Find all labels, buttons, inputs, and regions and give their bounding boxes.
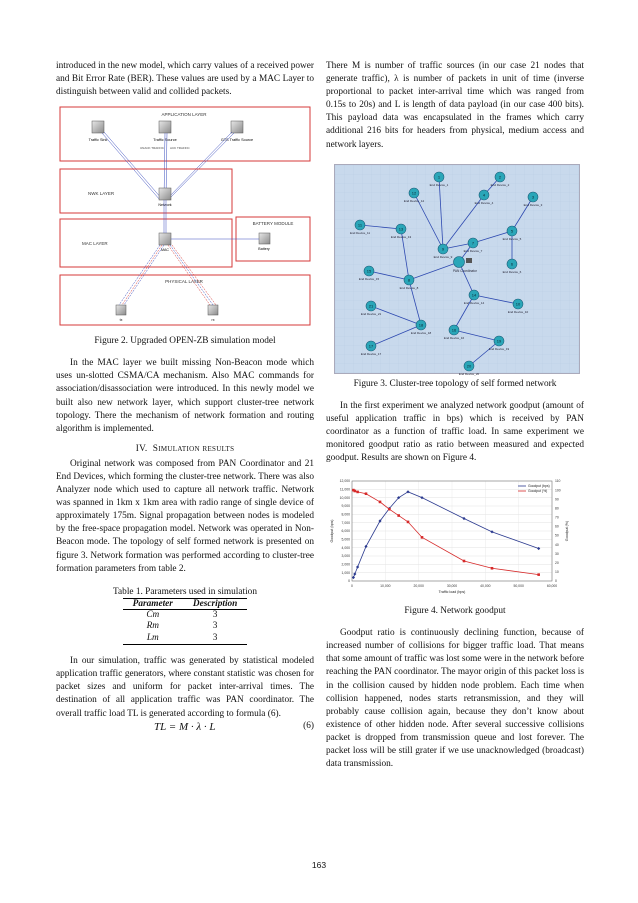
end-device-number: 12 xyxy=(411,190,417,196)
section-number: IV. xyxy=(135,443,148,454)
end-device-label: End Device_19 xyxy=(488,346,510,351)
nwk-layer-label: NWK LAYER xyxy=(88,191,115,197)
section-title: Simulation results xyxy=(152,443,235,454)
end-device-number: 20 xyxy=(466,363,472,369)
formula-6 xyxy=(56,721,314,736)
end-device-label: End Device_20 xyxy=(458,371,480,376)
goodput-chart xyxy=(326,475,584,603)
tx-label: tx xyxy=(119,318,123,323)
end-device-label: End Device_9 xyxy=(433,254,453,259)
formula-expression: TL = M · λ · L xyxy=(154,720,216,733)
end-device-label: End Device_8 xyxy=(399,285,419,290)
end-device-number: 17 xyxy=(368,343,374,349)
y-right-tick-label: 90 xyxy=(555,497,559,502)
parameters-table xyxy=(123,598,248,646)
table-row xyxy=(123,621,248,633)
tx-icon xyxy=(116,305,126,315)
end-device-label: End Device_10 xyxy=(507,309,529,314)
end-device-label: End Device_15 xyxy=(358,276,380,281)
table-cell-value: 3 xyxy=(212,621,218,632)
physical-layer-label: PHYSICAL LAYER xyxy=(165,279,203,285)
y-right-tick-label: 70 xyxy=(555,515,559,520)
table-cell-value: 3 xyxy=(183,633,247,645)
end-device-label: End Device_14 xyxy=(463,300,485,305)
mac-node-label: MAC xyxy=(161,248,169,253)
table-cell-param: Rm xyxy=(146,621,159,632)
figure-2-diagram xyxy=(56,105,314,327)
y-left-tick-label: 5,000 xyxy=(341,537,350,542)
application-layer-label: APPLICATION LAYER xyxy=(161,112,207,118)
network-node-label: Network xyxy=(158,203,172,208)
table-cell-value: 3 xyxy=(212,609,218,620)
chart-legend xyxy=(518,484,550,493)
y-left-tick-label: 6,000 xyxy=(341,529,350,534)
paragraph-goodput-ratio: Goodput ratio is continuously declining function, because of increased number of collisions for bigger traffic load. That means that some amount of traffic was lost some were in the network before reaching the PAN coordinator. The mayor origin of this packet loss is in the collision caused by hidden node problem. Each time when collision happened, nodes starts retransmission, and they will probably cause collision again, because they don’t know about existence of other hidden node. After several successive collisions packet is dropped from transmission queue and lost forever. The packet loss will be still grater if we use unacknowledged (broadcast) data transmission. xyxy=(326,628,584,770)
y-left-tick-label: 10,000 xyxy=(339,495,350,500)
mac-node-icon xyxy=(159,233,171,245)
end-device-label: End Device_3 xyxy=(523,202,543,207)
data-point xyxy=(388,508,391,511)
table-header-parameter: Parameter xyxy=(123,598,183,609)
mac-layer-label: MAC LAYER xyxy=(82,241,108,247)
end-device-number: 10 xyxy=(515,301,521,307)
figure-4 xyxy=(326,475,584,603)
coordinator-circle xyxy=(454,256,465,267)
end-device-label: End Device_18 xyxy=(410,330,432,335)
table-header-description: Description xyxy=(183,598,247,609)
y-right-tick-label: 80 xyxy=(555,506,559,511)
data-point xyxy=(356,566,359,569)
y-left-tick-label: 12,000 xyxy=(339,479,350,484)
data-point xyxy=(490,530,493,533)
y-left-tick-label: 1,000 xyxy=(341,570,350,575)
traffic-sink-label: Traffic Sink xyxy=(88,138,108,143)
data-point xyxy=(379,501,382,504)
data-point xyxy=(420,496,423,499)
data-point xyxy=(463,560,466,563)
end-device-label: End Device_1 xyxy=(429,182,449,187)
table-row xyxy=(123,633,248,645)
end-device-number: 15 xyxy=(366,268,372,274)
y-right-tick-label: 60 xyxy=(555,524,559,529)
traffic-source-icon xyxy=(159,121,171,133)
y-left-tick-label: 9,000 xyxy=(341,504,350,509)
chart-axes xyxy=(330,481,569,594)
end-device-label: End Device_16 xyxy=(443,335,465,340)
y-left-tick-label: 11,000 xyxy=(339,487,350,492)
end-device-label: End Device_13 xyxy=(390,234,412,239)
x-tick-label: 20,000 xyxy=(413,584,424,589)
right-column xyxy=(326,60,584,771)
end-device-number: 18 xyxy=(418,322,424,328)
data-point xyxy=(397,514,400,517)
end-device-number: 6 xyxy=(510,261,514,267)
data-point xyxy=(365,493,368,496)
end-device-label: End Device_5 xyxy=(502,236,522,241)
x-tick-label: 50,000 xyxy=(513,584,524,589)
end-device-number: 3 xyxy=(531,194,535,200)
end-device-number: 2 xyxy=(498,174,502,180)
y-right-tick-label: 20 xyxy=(555,561,559,566)
end-device-number: 8 xyxy=(407,277,411,283)
end-device-number: 11 xyxy=(357,222,363,228)
end-device-label: End Device_21 xyxy=(360,311,382,316)
paragraph-formula-explanation: There M is number of traffic sources (in our case 21 nodes that generate traffic), λ is number of packets in unit of time (inverse proportional to packet inter-arrival time which was ranged from 0.15s to 20s) and L is length of data payload (in our case 400 bits). This payload data was encapsulated in the frames which carry additional 216 bits for headers from physical, medium access and network layers. xyxy=(326,61,584,150)
nwk-layer-box xyxy=(60,169,232,213)
end-device-label: End Device_12 xyxy=(403,198,425,203)
y-right-tick-label: 10 xyxy=(555,570,559,575)
data-point xyxy=(353,573,356,576)
paragraph-network-description: Original network was composed from PAN Coordinator and 21 End Devices, which forming the cluster-tree network. There was also Analyzer node which used to capture all network traffic. Network was spanned in 1km x 1km area with radio range of single device of approximately 175m. Signal propagation between nodes is modeled by the free-space propagation model. Network was operated in Non-Beacon mode. The topology of self formed network is presented on figure 3. Network formation was performed according to cluster-tree formation parameters from table 2. xyxy=(56,458,314,574)
figure-4-caption: Figure 4. Network goodput xyxy=(404,606,506,617)
y-left-tick-label: 8,000 xyxy=(341,512,350,517)
y-left-axis-label: Goodput (bps) xyxy=(330,519,334,543)
y-left-tick-label: 2,000 xyxy=(341,562,350,567)
y-right-axis-label: Goodput (%) xyxy=(565,520,569,542)
end-device-label: End Device_2 xyxy=(490,182,510,187)
x-tick-label: 30,000 xyxy=(446,584,458,589)
end-device-label: End Device_6 xyxy=(502,269,522,274)
formula-number: (6) xyxy=(303,720,314,731)
battery-label: Battery xyxy=(258,247,270,252)
paragraph-first-experiment: In the first experiment we analyzed network goodput (amount of useful application traffic in bps) which is received by PAN coordinator as a function of traffic load. In same experiment we monitored goodput ratio as ratio between measured and expected goodput. Results are shown on Figure 4. xyxy=(326,400,584,464)
y-right-tick-label: 100 xyxy=(555,488,561,493)
x-tick-label: 0 xyxy=(351,584,353,589)
y-right-tick-label: 30 xyxy=(555,552,559,557)
table-cell-param: Cm xyxy=(146,609,160,620)
traffic-sink-icon xyxy=(92,121,104,133)
data-point xyxy=(462,517,465,520)
data-point xyxy=(354,490,357,493)
battery-icon xyxy=(259,233,270,244)
figure-2 xyxy=(56,105,314,327)
end-device-number: 5 xyxy=(510,228,514,234)
rx-icon xyxy=(208,305,218,315)
end-device-number: 16 xyxy=(451,327,457,333)
y-left-tick-label: 4,000 xyxy=(341,545,350,550)
figure-3-caption: Figure 3. Cluster-tree topology of self formed network xyxy=(353,378,557,389)
legend-label: Goodput (bps) xyxy=(528,484,550,489)
y-left-tick-label: 3,000 xyxy=(341,554,350,559)
end-device-number: 4 xyxy=(482,192,486,198)
end-device-number: 13 xyxy=(398,226,404,232)
table-row xyxy=(123,609,248,621)
series-line xyxy=(353,492,538,578)
end-device-number: 9 xyxy=(441,246,445,252)
chart-gridlines xyxy=(352,481,552,581)
data-point xyxy=(537,547,540,550)
page-number: 163 xyxy=(311,860,327,870)
coordinator-label: PAN Coordinator xyxy=(453,268,477,273)
table-1-caption: Table 1. Parameters used in simulation xyxy=(113,586,257,597)
left-column xyxy=(56,60,314,736)
chart-series xyxy=(352,489,540,579)
analyzer-icon xyxy=(466,258,472,263)
end-device-label: End Device_17 xyxy=(360,351,382,356)
gts-traffic-source-label: GTS Traffic Source xyxy=(220,138,254,143)
y-right-tick-label: 40 xyxy=(555,542,559,547)
end-device-number: 21 xyxy=(368,303,374,309)
figure-3 xyxy=(334,164,580,374)
figure-2-caption: Figure 2. Upgraded OPEN-ZB simulation model xyxy=(94,336,276,347)
end-device-label: End Device_4 xyxy=(474,200,494,205)
x-axis-label: Traffic load (bps) xyxy=(438,590,466,595)
traffic-source-label: Traffic Source xyxy=(153,138,177,143)
y-right-tick-label: 110 xyxy=(555,479,561,484)
data-point xyxy=(491,567,494,570)
ack-traffic-label: ACK TRAFFIC xyxy=(170,146,190,151)
table-cell-param: Lm xyxy=(123,633,183,645)
topology-map xyxy=(335,165,579,376)
y-right-tick-label: 0 xyxy=(555,579,557,584)
paragraph-intro: introduced in the new model, which carry values of a received power and Bit Error Rate (BER). These values are used by a MAC Layer to distinguish between valid and collided packets. xyxy=(56,61,314,98)
gts-traffic-source-icon xyxy=(231,121,243,133)
network-node-icon xyxy=(159,188,171,200)
unack-traffic-label: UNACK TRAFFIC xyxy=(140,146,164,151)
end-device-label: End Device_7 xyxy=(463,248,483,253)
x-tick-label: 40,000 xyxy=(480,584,491,589)
paragraph-traffic-generation: In our simulation, traffic was generated by statistical modeled application traffic generators, where constant statistic was chosen for packet sizes and uniform for packet inter-arrival times. The destination of all application traffic was PAN coordinator. The overall traffic load TL is generated according to formula (6). xyxy=(56,656,314,719)
end-device-number: 1 xyxy=(437,174,441,180)
end-device-number: 19 xyxy=(496,338,502,344)
paragraph-mac-layer: In the MAC layer we built missing Non-Beacon mode which uses un-slotted CSMA/CA mechanism. Also MAC commands for association/disassociation were introduced. In this newly model we built also new network layer, which support cluster-tree network topology. There the mechanism of network formation and routing algorithm is implemented. xyxy=(56,358,314,434)
end-device-label: End Device_11 xyxy=(349,230,371,235)
legend-label: Goodput (%) xyxy=(528,489,548,494)
y-left-tick-label: 7,000 xyxy=(341,520,350,525)
x-tick-label: 60,000 xyxy=(546,584,558,589)
y-left-tick-label: 0 xyxy=(348,579,350,584)
end-device-number: 14 xyxy=(471,292,477,298)
data-point xyxy=(407,521,410,524)
data-point xyxy=(421,536,424,539)
data-point xyxy=(537,573,540,576)
y-right-tick-label: 50 xyxy=(555,533,559,538)
battery-module-label: BATTERY MODULE xyxy=(252,221,294,227)
data-point xyxy=(356,491,359,494)
section-heading xyxy=(56,444,314,454)
rx-label: rx xyxy=(211,318,215,323)
x-tick-label: 10,000 xyxy=(380,584,391,589)
end-device-number: 7 xyxy=(471,240,475,246)
